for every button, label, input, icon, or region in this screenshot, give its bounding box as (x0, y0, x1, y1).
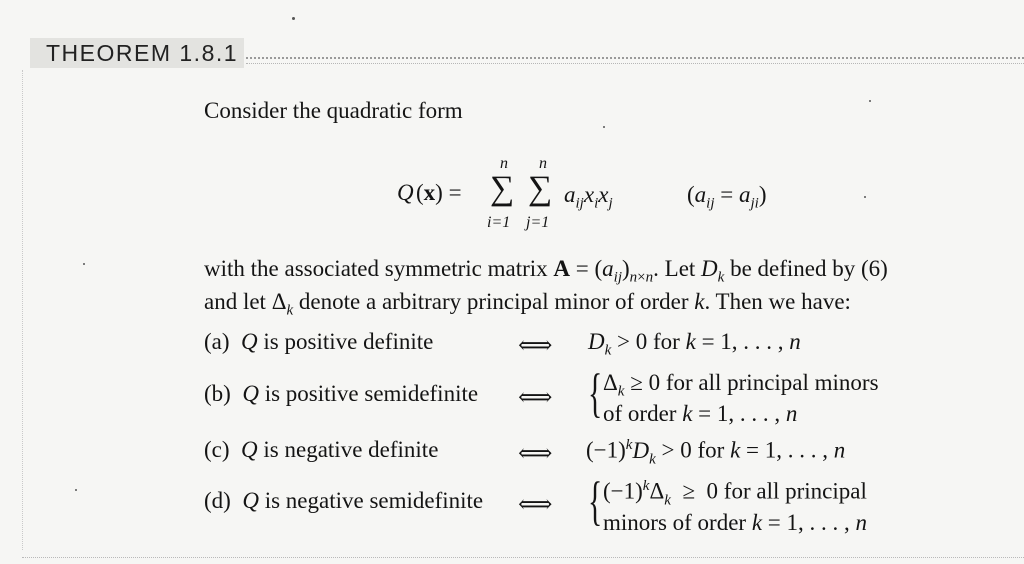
theorem-paragraph-line2: and let $\Delta_k$ denote a arbitrary principal minor of order k. Then we have: (204, 289, 851, 319)
case-d-condition-line2: minors of order k = 1, . . . , n (603, 510, 868, 535)
case-d-brace: { (588, 471, 603, 531)
header-rule (246, 63, 1024, 64)
case-c-condition: $(-1)^kD_k > 0$ for k = 1, . . . , n (586, 437, 846, 468)
scan-speck (83, 263, 85, 265)
equation-summand: $a_{ij}x_ix_j$ (564, 182, 613, 212)
scan-speck (864, 196, 866, 198)
page-border (22, 70, 23, 550)
theorem-intro: Consider the quadratic form (204, 98, 463, 123)
case-c-label: (c) Q is negative definite (204, 437, 439, 462)
case-b-label: (b) Q is positive semidefinite (204, 381, 479, 406)
scan-speck (75, 489, 77, 491)
sum2-sigma: ∑ (528, 170, 553, 207)
equation-lhs: Q (397, 180, 414, 205)
case-b-condition-line1: $\Delta_k \ge 0$ for all principal minors (603, 370, 879, 400)
case-b-brace: { (588, 363, 603, 423)
sum1-sigma: ∑ (490, 170, 515, 207)
case-a-label: (a) Q is positive definite (204, 329, 434, 354)
scan-speck (603, 126, 605, 128)
theorem-label: THEOREM 1.8.1 (30, 38, 244, 68)
sum2-upper: n (539, 155, 547, 172)
equation-condition: $(a_{ij} = a_{ji})$ (687, 182, 767, 212)
iff-symbol: ⟺ (518, 385, 553, 411)
case-b-condition-line2: of order k = 1, . . . , n (603, 401, 798, 426)
scan-speck (869, 100, 871, 102)
iff-symbol: ⟺ (518, 441, 553, 467)
iff-symbol: ⟺ (518, 333, 553, 359)
case-a-condition: $D_k > 0$ for k = 1, . . . , n (588, 329, 801, 359)
theorem-paragraph-line1: with the associated symmetric matrix $A = (a_{ij})_{n\times n}$. Let $D_k$ be defined by (6) (204, 256, 888, 286)
sum1-lower: i=1 (487, 214, 511, 231)
page-border (22, 557, 1024, 558)
case-d-label: (d) Q is negative semidefinite (204, 488, 484, 513)
case-d-condition-line1: $(-1)^k\Delta_k \ge 0$ for all principal (603, 478, 867, 509)
equation-lhs-rest: (x) = (416, 180, 462, 205)
header-rule (246, 57, 1024, 59)
scan-speck (292, 17, 295, 20)
sum2-lower: j=1 (526, 214, 550, 231)
iff-symbol: ⟺ (518, 492, 553, 518)
sum1-upper: n (500, 155, 508, 172)
